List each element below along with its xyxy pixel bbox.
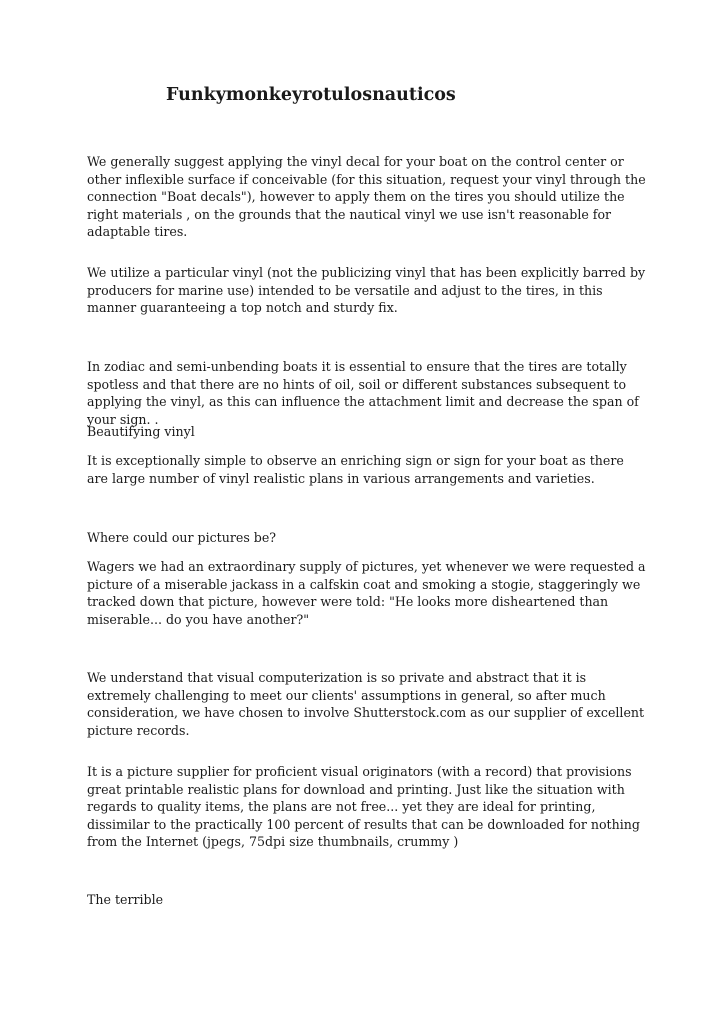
paragraph-picture-supplier: It is a picture supplier for proficient visual originators (with a record) that provisions great printable realistic plans for download and printing. Just like the situation with regards to quality items, the plans are not free... yet they are ideal for printing, dissimilar to the practically 100 percent of results that can be downloaded for nothing from the Internet (jpegs, 75dpi size thumbnails, crummy ) [87,764,640,849]
section-heading-pictures: Where could our pictures be? [87,530,277,545]
paragraph-cleaning: In zodiac and semi-unbending boats it is essential to ensure that the tires are totally spotless and that there are no hints of oil, soil or different substances subsequent to applying the vinyl, as this can influence the attachment limit and decrease the span of your sign. . [87,359,639,427]
paragraph-the-terrible: The terrible [87,892,164,907]
paragraph-shutterstock: We understand that visual computerization is so private and abstract that it is extremely challenging to meet our clients' assumptions in general, so after much consideration, we have chosen to involve Shutterstock.com as our supplier of excellent picture records. [87,670,645,738]
section-heading-beautifying-vinyl: Beautifying vinyl [87,424,195,439]
paragraph-vinyl-type: We utilize a particular vinyl (not the publicizing vinyl that has been explicitly barred by producers for marine use) intended to be versatile and adjust to the tires, in this manner guaranteeing a top notch and sturdy fix. [87,265,646,315]
paragraph-decorative-signs: It is exceptionally simple to observe an enriching sign or sign for your boat as there are large number of vinyl realistic plans in various arrangements and varieties. [87,453,624,486]
paragraph-picture-supply: Wagers we had an extraordinary supply of pictures, yet whenever we were requested a picture of a miserable jackass in a calfskin coat and smoking a stogie, staggeringly we tracked down that picture, however were told: "He looks more disheartened than miserable... do you have another?" [87,559,646,627]
document-title: Funkymonkeyrotulosnauticos [166,85,456,105]
paragraph-boat-decals: We generally suggest applying the vinyl decal for your boat on the control center or other inflexible surface if conceivable (for this situation, request your vinyl through the connection "Boat decals"), however to apply them on the tires you should utilize the right materials , on the grounds that the nautical vinyl we use isn't reasonable for adaptable tires. [87,154,646,239]
